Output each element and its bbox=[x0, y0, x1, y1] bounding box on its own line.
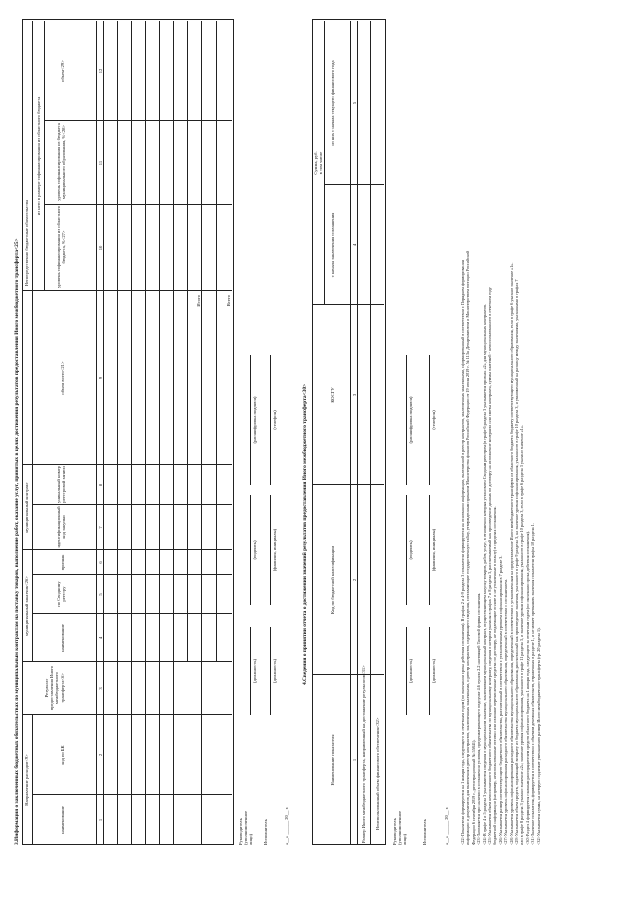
hdr-cust-code: по Сводному реестру bbox=[56, 581, 67, 607]
colnum: 3 bbox=[98, 687, 103, 690]
colnum: 9 bbox=[98, 376, 103, 380]
s4-hdr-col1: с начала заключения соглашения bbox=[330, 212, 335, 278]
hdr-level-region: уровень софинансирования из областного бюджета, %<27> bbox=[56, 205, 67, 289]
hdr-contract-sum: объем всего<21> bbox=[60, 361, 65, 395]
section4-title: 4.Сведения о принятии отчета о достижении значений результатов предоставления Иного межбюджетного трансферта<30> bbox=[302, 383, 308, 685]
hdr-contract-id: идентификационный код закупки bbox=[56, 506, 67, 548]
footnote: <30>Раздел 4 формируется главным распорядителем средств областного бюджета на 1 января года, следующего за отчетным годом (по окончании срока действия соглашения). bbox=[524, 531, 530, 845]
colnum: 11 bbox=[98, 160, 103, 166]
s4-colnum: 4 bbox=[352, 243, 357, 247]
s4-hdr-sum-sub: в том числе bbox=[318, 151, 323, 175]
sig1-position: (должность) bbox=[252, 658, 257, 684]
footnote: или в графе 8 раздела 3 указано значение «2»; значение уровня софинансирования, указанного в графе 11 раздела 3, и значение уровня софинансирования, указанного в графе 10 раздела 3, если в графе 6 раздела 3 указано значение «1». bbox=[519, 425, 525, 845]
s4-hdr-col2: из них с начала текущего финансового года bbox=[330, 60, 335, 146]
colnum: 1 bbox=[98, 818, 103, 822]
colnum: 12 bbox=[98, 68, 103, 74]
s4-hdr-bk: Код по бюджетной классификации bbox=[330, 546, 335, 614]
hdr-budget: Непосредственно бюджетные обязательства bbox=[24, 199, 29, 287]
sig2-position2: (должность) bbox=[431, 658, 436, 684]
hdr-level-mun: уровень софинансирования из бюджета муниципального образования, %<28> bbox=[56, 123, 67, 201]
colnum: 2 bbox=[98, 753, 103, 757]
hdr-cust-note: признак bbox=[60, 554, 65, 571]
sig2-head-label: Руководитель (уполномоченное лицо) bbox=[392, 810, 408, 845]
footnote: бюджетной информации (например, неиспользованные остатки или излишне перечисленные средства по договору, не подлежащие оплате и не уплаченные в пользу) в пределах соглашения. bbox=[492, 506, 498, 845]
sig1-decode: (расшифровка подписи) bbox=[252, 396, 257, 444]
sig1-sign: (подпись) bbox=[252, 540, 257, 560]
footnote: <31>Значение показателя, формируется в соответствии с объемом денежных обязательств, отраженных в разделе 1, и не может превышать значения показателя графы 10 раздела 1. bbox=[530, 523, 536, 845]
colnum: 5 bbox=[98, 593, 103, 596]
colnum: 7 bbox=[98, 526, 103, 529]
hdr-cofin: из него в размере софинансирования из областного бюджета bbox=[36, 96, 41, 216]
sig2-fio: (фамилия, инициалы) bbox=[431, 528, 436, 572]
colnum: 8 bbox=[98, 483, 103, 487]
footnote: <26>Указывается размер соответствующего бюджетного обязательства, рассчитанный в соответствии с установленным уровнем софинансирования в 7 разделе 3. bbox=[497, 555, 503, 845]
section3-title: 3.Информация о заключенных бюджетных обязательствах по муниципальным контрактам на поставку товаров, выполнение работ, оказание услуг, принятых в целях достижения результатов предоставления Иного межбюджетного трансферта<25> bbox=[14, 238, 20, 845]
sig1-fio: (фамилия, инициалы) bbox=[272, 528, 277, 572]
footnote: <28>Указывается уровень софинансирования расходного обязательства муниципального образования, определенный в соответствии с установленным на предоставление Иного межбюджетного трансферта из областного бюджета бюджету соответствующего муниципального образования, если в графе 6 указано значение «1». bbox=[508, 262, 514, 845]
s4-hdr-kosgu: КОСГУ bbox=[330, 387, 335, 403]
hdr-cust-name: наименование bbox=[60, 624, 65, 652]
s4-row2: Неиспользованный объем финансового обеспечения<32> bbox=[375, 717, 380, 830]
hdr-contract-reg: уникальный номер реестровой записи bbox=[56, 466, 67, 503]
sig2-phone: (телефон) bbox=[431, 410, 436, 430]
footnotes bbox=[460, 5, 541, 845]
footnote: <32>Указывается сумма, на которую подлежит уменьшению размер Иного межбюджетного трансферта (гр. 20 раздела 1). bbox=[535, 627, 541, 845]
hdr-share: объем<29> bbox=[60, 60, 65, 82]
colnum: 4 bbox=[98, 636, 103, 640]
s4-colnum: 2 bbox=[352, 578, 357, 582]
footnote: информации и документов для включения в реестр контрактов, заключенных заказчиками, и реестр контрактов, содержащего сведения, составляющие государственную тайну, утвержденным приказом Министерства финансов Российской Федерации от 19 июля 2019 г. № 113н Департаментом и Министерством юстиции Российской bbox=[465, 250, 471, 845]
hdr-mun-customer: муниципальный заказчик<26> bbox=[24, 576, 29, 636]
footnote: <25>Указывается объем неисполненного бюджетного обязательства по муниципальному контракту, сведения о котором указаны в графах 7 и 8 раздела 3, рассчитываемый как произведение данных по договору на исполнение контракта или сметы контракта, суммы платежей - неиспользованного в отчетном году bbox=[487, 287, 493, 845]
sig1-date: «__» ______ 20__ г. bbox=[284, 806, 289, 845]
footnote: <23>Заполняется при наличии в соглашении условия, предусматривающего подпункт 4.6 пункта 2.2 настоящей Типовой формы соглашения. bbox=[476, 592, 482, 845]
footnote: <24>В графе 4 и 5 раздела 3 указываются сведения о муниципальном заказчике, заключившем муниципальный контракт, осуществляющем закупку товаров, работ, услуг, в отношении которых установлен Сводным реестром (в графе 6 раздела 3 указывается признак «2» для муниципальных контрактов. bbox=[481, 304, 487, 845]
sig1-phone: (телефон) bbox=[272, 410, 277, 430]
s4-row1: Размер Иного межбюджетного трансферта, направленный на достижение результатов<31> bbox=[361, 665, 366, 843]
s4-hdr-sum: Сумма, руб. bbox=[313, 151, 318, 175]
sig2-sign: (подпись) bbox=[408, 540, 413, 560]
colnum: 6 bbox=[98, 561, 103, 564]
s4-colnum: 1 bbox=[352, 758, 357, 762]
sig2-date: «__» ______ 20__ г. bbox=[444, 806, 449, 845]
itogo-label: Итого bbox=[196, 295, 201, 307]
hdr-name: наименование bbox=[60, 806, 65, 834]
sig2-position: (должность) bbox=[408, 658, 413, 684]
footnote: <29>Указывается объем средств, подлежащий возврату из бюджета муниципального образования, рассчитанный как произведение значения, указанного в графе 9 раздела 3, на значение уровня софинансирования, указанного в графе 10 раздела 3, и умноженный на разницу между значениями, указанными в графах 7 bbox=[514, 279, 520, 845]
s4-colnum: 5 bbox=[352, 101, 357, 105]
s4-colnum: 3 bbox=[352, 393, 357, 397]
hdr-result: Результат предоставления Иного межбюджетного трансферта<6> bbox=[44, 665, 65, 711]
sig1-exec-label: Исполнитель bbox=[263, 819, 268, 845]
hdr-code: код по БК bbox=[60, 745, 65, 765]
s4-hdr-indicator: Наименование показателя bbox=[330, 734, 335, 786]
hdr-direction: Направление расходов<9> bbox=[24, 754, 29, 806]
hdr-mun-contract: муниципальный контракт bbox=[24, 482, 29, 533]
sig1-position2: (должность) bbox=[272, 658, 277, 684]
colnum: 10 bbox=[98, 245, 103, 251]
footnote: <22>Показатели формируются на 1 января года, следующего за отчетным годом (по окончании срока действия соглашения). В графах 2 и 4-9 раздела 3 показатели формируются на основании информации, включенной в реестр контрактов, заключенных заказчиками, сформированный в соответствии с Порядком формирования bbox=[460, 260, 465, 845]
footnote: Федерации 6 сентября 2019 г., регистрационный № 55841). bbox=[470, 739, 476, 845]
vsego-label: Всего bbox=[226, 295, 231, 307]
sig2-exec-label: Исполнитель bbox=[422, 819, 427, 845]
sig1-head-label: Руководитель (уполномоченное лицо) bbox=[238, 810, 254, 845]
sig2-decode: (расшифровка подписи) bbox=[408, 396, 413, 444]
footnote: <27>Указывается уровень софинансирования расходного обязательства муниципального образования, определенный в соответствии с соглашением. bbox=[503, 579, 509, 845]
section3-table bbox=[22, 19, 234, 845]
